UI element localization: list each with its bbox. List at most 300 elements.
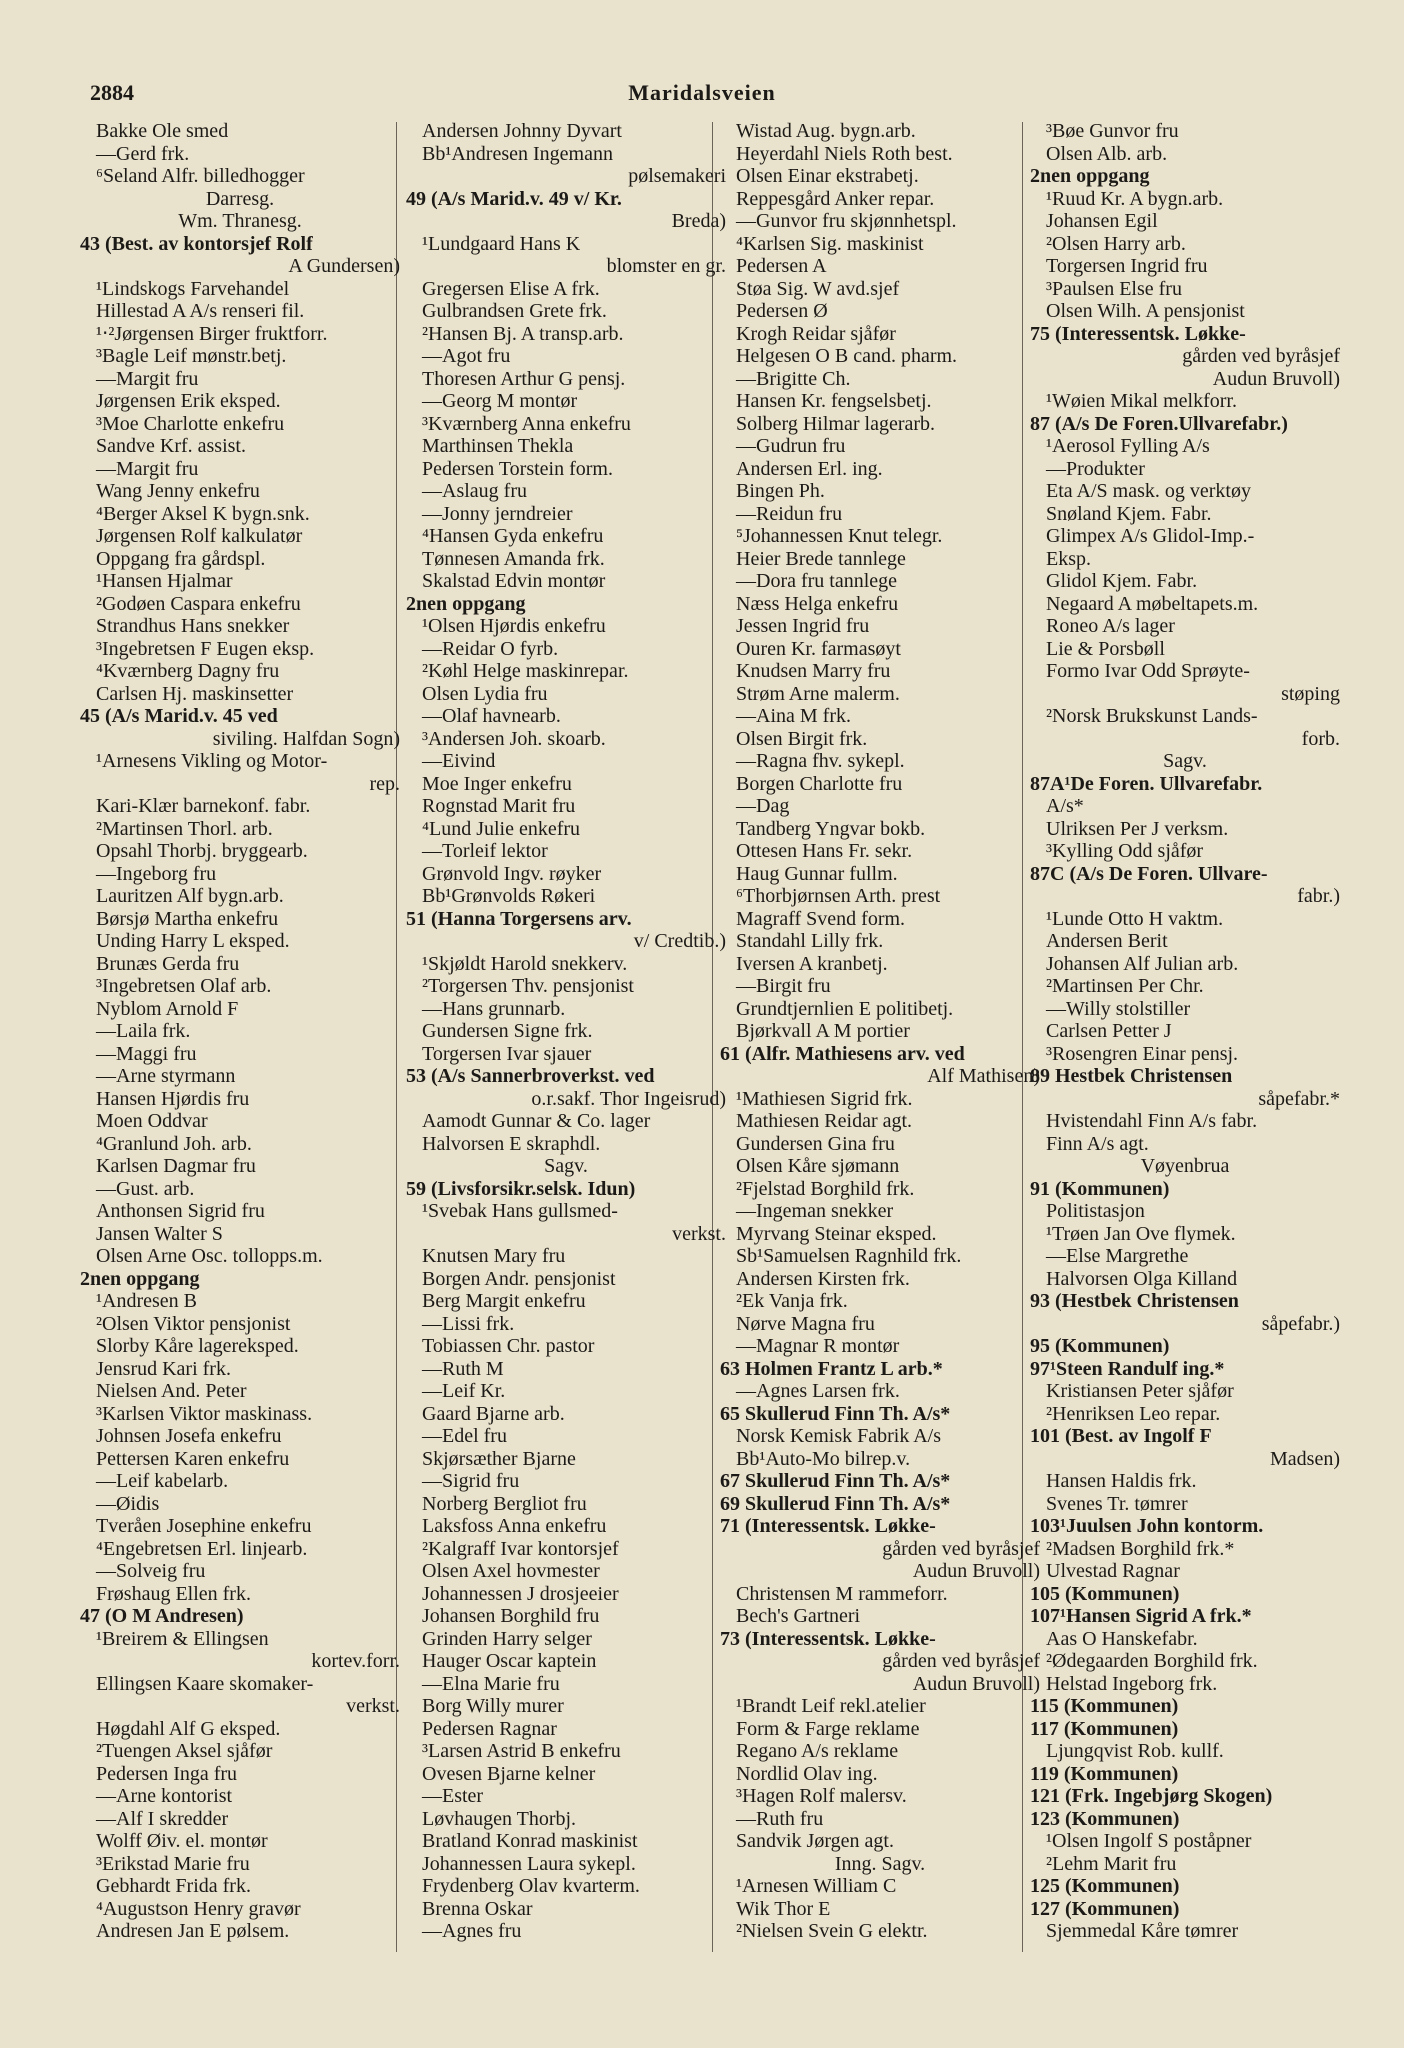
directory-entry: Helstad Ingeborg frk. — [1046, 1672, 1218, 1695]
directory-column-3 — [720, 120, 1040, 1943]
directory-entry: 75 (Interessentsk. Løkke- — [1030, 322, 1246, 345]
directory-entry: 2nen oppgang — [1030, 165, 1150, 187]
directory-entry: ³Andersen Joh. skoarb. — [422, 727, 606, 750]
directory-entry: 117 (Kommunen) — [1030, 1717, 1179, 1740]
directory-entry: Pedersen Ragnar — [422, 1717, 557, 1740]
directory-entry: Olsen Birgit frk. — [736, 727, 868, 750]
directory-entry: Sagv. — [544, 1155, 588, 1177]
directory-entry: Jensrud Kari frk. — [96, 1357, 231, 1380]
directory-entry: Pedersen Torstein form. — [422, 457, 613, 480]
directory-entry: pølsemakeri — [628, 165, 726, 187]
directory-entry: Karlsen Dagmar fru — [96, 1155, 256, 1177]
directory-entry: 61 (Alfr. Mathiesens arv. ved — [720, 1042, 965, 1065]
directory-entry: ³Rosengren Einar pensj. — [1046, 1042, 1239, 1065]
directory-entry: —Øidis — [96, 1492, 160, 1515]
directory-entry: Negaard A møbeltapets.m. — [1046, 592, 1259, 615]
directory-entry: ²Godøen Caspara enkefru — [96, 592, 301, 615]
directory-entry: ¹Andresen B — [96, 1290, 197, 1312]
directory-entry: Løvhaugen Thorbj. — [422, 1807, 577, 1830]
directory-entry: Anthonsen Sigrid fru — [96, 1200, 265, 1222]
directory-entry: ¹Breirem & Ellingsen — [96, 1627, 269, 1650]
directory-entry: Pedersen Inga fru — [96, 1762, 238, 1785]
directory-entry: Hansen Kr. fengselsbetj. — [736, 390, 932, 412]
directory-entry: Sb¹Samuelsen Ragnhild frk. — [736, 1245, 962, 1267]
directory-entry: —Dag — [736, 795, 790, 817]
directory-entry: 87C (A/s De Foren. Ullvare- — [1030, 862, 1268, 885]
directory-entry: Glimpex A/s Glidol-Imp.- — [1046, 525, 1255, 547]
directory-entry: A/s* — [1046, 795, 1084, 817]
directory-entry: 43 (Best. av kontorsjef Rolf — [80, 232, 313, 255]
directory-entry: 107¹Hansen Sigrid A frk.* — [1030, 1605, 1252, 1627]
directory-entry: —Georg M montør — [422, 390, 578, 412]
directory-entry: 119 (Kommunen) — [1030, 1762, 1179, 1785]
directory-entry: —Sigrid fru — [422, 1470, 520, 1492]
directory-entry: ³Ingebretsen Olaf arb. — [96, 975, 272, 997]
directory-entry: Inng. Sagv. — [834, 1852, 926, 1875]
directory-entry: ¹Lindskogs Farvehandel — [96, 277, 290, 300]
directory-entry: gården ved byråsjef — [882, 1537, 1040, 1560]
directory-entry: ¹Skjøldt Harold snekkerv. — [422, 952, 628, 975]
directory-entry: ⁴Karlsen Sig. maskinist — [736, 232, 924, 255]
directory-entry: Heyerdahl Niels Roth best. — [736, 142, 953, 165]
directory-entry: Bb¹Auto-Mo bilrep.v. — [736, 1447, 911, 1470]
directory-entry: Pettersen Karen enkefru — [96, 1447, 290, 1470]
directory-entry: —Alf I skredder — [96, 1807, 229, 1830]
directory-entry: såpefabr.* — [1258, 1087, 1340, 1110]
directory-entry: Støa Sig. W avd.sjef — [736, 277, 900, 300]
directory-entry: —Agnes Larsen frk. — [736, 1380, 900, 1402]
directory-entry: Sandvik Jørgen agt. — [736, 1830, 894, 1852]
directory-entry: Oppgang fra gårdspl. — [96, 547, 266, 570]
directory-entry: Olsen Einar ekstrabetj. — [736, 165, 919, 187]
directory-entry: ³Erikstad Marie fru — [96, 1852, 250, 1875]
directory-entry: Bratland Konrad maskinist — [422, 1830, 638, 1852]
directory-entry: Glidol Kjem. Fabr. — [1046, 570, 1198, 592]
directory-entry: Johnsen Josefa enkefru — [96, 1425, 282, 1447]
directory-entry: ¹Lunde Otto H vaktm. — [1046, 907, 1224, 930]
directory-entry: Jørgensen Rolf kalkulatør — [96, 525, 303, 547]
directory-entry: Andersen Berit — [1046, 930, 1168, 952]
directory-entry: —Gust. arb. — [96, 1177, 195, 1200]
directory-entry: ³Larsen Astrid B enkefru — [422, 1740, 621, 1762]
directory-entry: Lauritzen Alf bygn.arb. — [96, 885, 284, 907]
directory-entry: Borgen Andr. pensjonist — [422, 1267, 616, 1290]
directory-entry: Nordlid Olav ing. — [736, 1762, 878, 1785]
directory-entry: Frydenberg Olav kvarterm. — [422, 1875, 640, 1897]
directory-entry: Finn A/s agt. — [1046, 1132, 1149, 1155]
directory-entry: Nielsen And. Peter — [96, 1380, 247, 1402]
directory-entry: Ottesen Hans Fr. sekr. — [736, 840, 913, 862]
directory-entry: Helgesen O B cand. pharm. — [736, 345, 958, 367]
directory-entry: —Willy stolstiller — [1046, 997, 1191, 1020]
directory-entry: gården ved byråsjef — [1182, 345, 1340, 367]
directory-entry: —Gunvor fru skjønnhetspl. — [736, 210, 957, 232]
directory-entry: ²Martinsen Per Chr. — [1046, 975, 1204, 997]
directory-entry: —Arne styrmann — [96, 1065, 236, 1087]
directory-entry: Nyblom Arnold F — [96, 997, 239, 1020]
directory-entry: ²Olsen Harry arb. — [1046, 232, 1186, 255]
directory-entry: Ulvestad Ragnar — [1046, 1560, 1180, 1582]
directory-entry: Bb¹Andresen Ingemann — [422, 142, 613, 165]
directory-entry: Ellingsen Kaare skomaker- — [96, 1672, 314, 1695]
directory-entry: Formo Ivar Odd Sprøyte- — [1046, 660, 1250, 682]
directory-entry: —Ruth fru — [736, 1807, 824, 1830]
directory-entry: Kristiansen Peter sjåfør — [1046, 1380, 1234, 1402]
directory-entry: ³Moe Charlotte enkefru — [96, 412, 285, 435]
directory-entry: Vøyenbrua — [1140, 1155, 1230, 1177]
directory-entry: verkst. — [672, 1222, 726, 1245]
directory-entry: Regano A/s reklame — [736, 1740, 899, 1762]
directory-entry: —Aina M frk. — [736, 705, 851, 727]
directory-entry: 45 (A/s Marid.v. 45 ved — [80, 705, 278, 727]
directory-entry: Madsen) — [1270, 1447, 1340, 1470]
directory-entry: Jessen Ingrid fru — [736, 615, 870, 637]
directory-entry: 103¹Juulsen John kontorm. — [1030, 1515, 1264, 1537]
directory-entry: ²Tuengen Aksel sjåfør — [96, 1740, 273, 1762]
directory-entry: 105 (Kommunen) — [1030, 1582, 1180, 1605]
directory-entry: Olsen Wilh. A pensjonist — [1046, 300, 1245, 322]
directory-entry: ⁴Kværnberg Dagny fru — [96, 660, 280, 682]
directory-entry: ³Paulsen Else fru — [1046, 277, 1182, 300]
directory-entry: Snøland Kjem. Fabr. — [1046, 502, 1212, 525]
directory-entry: Wm. Thranesg. — [178, 210, 302, 232]
directory-entry: Johannessen J drosjeeier — [422, 1582, 619, 1605]
directory-entry: ²Olsen Viktor pensjonist — [96, 1312, 291, 1335]
directory-entry: Næss Helga enkefru — [736, 592, 899, 615]
directory-entry: Alf Mathisen) — [927, 1065, 1040, 1087]
directory-entry: A Gundersen) — [288, 255, 400, 277]
directory-entry: 95 (Kommunen) — [1030, 1335, 1170, 1357]
directory-entry: —Ester — [422, 1785, 484, 1807]
directory-entry: Bech's Gartneri — [736, 1605, 861, 1627]
directory-entry: ⁴Berger Aksel K bygn.snk. — [96, 502, 310, 525]
directory-entry: ¹Arnesens Vikling og Motor- — [96, 750, 328, 772]
directory-entry: Wolff Øiv. el. montør — [96, 1830, 268, 1852]
directory-entry: Frøshaug Ellen frk. — [96, 1582, 251, 1605]
directory-entry: ²Nielsen Svein G elektr. — [736, 1920, 928, 1942]
directory-entry: Roneo A/s lager — [1046, 615, 1175, 637]
directory-entry: ⁶Thorbjørnsen Arth. prest — [736, 885, 941, 907]
directory-entry: Torgersen Ivar sjauer — [422, 1042, 592, 1065]
directory-entry: 73 (Interessentsk. Løkke- — [720, 1627, 936, 1650]
directory-entry: ²Hansen Bj. A transp.arb. — [422, 322, 624, 345]
directory-entry: Halvorsen E skraphdl. — [422, 1132, 601, 1155]
directory-entry: —Agnes fru — [422, 1920, 522, 1942]
directory-entry: ¹Olsen Hjørdis enkefru — [422, 615, 606, 637]
directory-entry: Olsen Alb. arb. — [1046, 142, 1168, 165]
directory-column-4 — [1030, 120, 1340, 1943]
directory-entry: Moen Oddvar — [96, 1110, 208, 1132]
directory-entry: Unding Harry L eksped. — [96, 930, 290, 952]
directory-entry: Gulbrandsen Grete frk. — [422, 300, 607, 322]
directory-entry: Standahl Lilly frk. — [736, 930, 884, 952]
directory-entry: Tveråen Josephine enkefru — [96, 1515, 312, 1537]
directory-entry: Tandberg Yngvar bokb. — [736, 817, 926, 840]
directory-entry: Christensen M rammeforr. — [736, 1582, 948, 1605]
directory-entry: Tønnesen Amanda frk. — [422, 547, 605, 570]
directory-entry: Hauger Oscar kaptein — [422, 1650, 597, 1672]
directory-entry: siviling. Halfdan Sogn) — [212, 727, 400, 750]
directory-entry: —Maggi fru — [96, 1042, 197, 1065]
directory-entry: ¹Mathiesen Sigrid frk. — [736, 1087, 913, 1110]
directory-entry: —Jonny jerndreier — [422, 502, 573, 525]
directory-entry: Ouren Kr. farmasøyt — [736, 637, 901, 660]
directory-entry: Wik Thor E — [736, 1897, 831, 1920]
directory-entry: Reppesgård Anker repar. — [736, 187, 935, 210]
directory-entry: Solberg Hilmar lagerarb. — [736, 412, 936, 435]
directory-entry: Hillestad A A/s renseri fil. — [96, 300, 305, 322]
directory-entry: Kari-Klær barnekonf. fabr. — [96, 795, 311, 817]
directory-entry: ²Køhl Helge maskinrepar. — [422, 660, 629, 682]
directory-entry: 121 (Frk. Ingebjørg Skogen) — [1030, 1785, 1273, 1807]
directory-entry: 59 (Livsforsikr.selsk. Idun) — [406, 1177, 636, 1200]
directory-entry: ¹Trøen Jan Ove flymek. — [1046, 1222, 1236, 1245]
directory-entry: rep. — [369, 772, 400, 795]
directory-entry: Aamodt Gunnar & Co. lager — [422, 1110, 651, 1132]
directory-entry: Johansen Borghild fru — [422, 1605, 600, 1627]
directory-entry: ²Kalgraff Ivar kontorsjef — [422, 1537, 619, 1560]
directory-entry: Strøm Arne malerm. — [736, 682, 900, 705]
directory-entry: ²Madsen Borghild frk.* — [1046, 1537, 1235, 1560]
directory-entry: —Ragna fhv. sykepl. — [736, 750, 905, 772]
directory-entry: Hansen Hjørdis fru — [96, 1087, 250, 1110]
directory-column-1 — [80, 120, 400, 1943]
directory-entry: ⁴Hansen Gyda enkefru — [422, 525, 604, 547]
directory-entry: ⁴Lund Julie enkefru — [422, 817, 581, 840]
directory-entry: 87 (A/s De Foren.Ullvarefabr.) — [1030, 412, 1288, 435]
directory-entry: Johansen Egil — [1046, 210, 1158, 232]
directory-entry: Eta A/S mask. og verktøy — [1046, 480, 1251, 502]
directory-entry: 69 Skullerud Finn Th. A/s* — [720, 1492, 951, 1515]
directory-entry: Gregersen Elise A frk. — [422, 277, 600, 300]
directory-entry: Andersen Erl. ing. — [736, 457, 883, 480]
directory-entry: ²Ødegaarden Borghild frk. — [1046, 1650, 1258, 1672]
directory-entry: Opsahl Thorbj. bryggearb. — [96, 840, 308, 862]
directory-entry: o.r.sakf. Thor Ingeisrud) — [531, 1087, 726, 1110]
directory-entry: 2nen oppgang — [80, 1267, 200, 1290]
directory-entry: 2nen oppgang — [406, 592, 526, 615]
directory-entry: ¹‧²Jørgensen Birger fruktforr. — [96, 322, 328, 345]
directory-entry: ¹Arnesen William C — [736, 1875, 897, 1897]
directory-entry: Lie & Porsbøll — [1046, 637, 1165, 660]
directory-entry: ²Martinsen Thorl. arb. — [96, 817, 273, 840]
directory-entry: —Margit fru — [96, 367, 199, 390]
directory-entry: ³Hagen Rolf malersv. — [736, 1785, 907, 1807]
directory-entry: —Gudrun fru — [736, 435, 846, 457]
street-title: Maridalsveien — [628, 80, 776, 105]
directory-entry: Audun Bruvoll) — [912, 1560, 1040, 1582]
directory-entry: Johannessen Laura sykepl. — [422, 1852, 636, 1875]
directory-entry: Grinden Harry selger — [422, 1627, 592, 1650]
directory-entry: ²Torgersen Thv. pensjonist — [422, 975, 634, 997]
directory-entry: ²Norsk Brukskunst Lands- — [1046, 705, 1258, 727]
directory-entry: Marthinsen Thekla — [422, 435, 574, 457]
directory-entry: blomster en gr. — [606, 255, 726, 277]
directory-entry: Sagv. — [1163, 750, 1207, 772]
directory-entry: Jansen Walter S — [96, 1222, 223, 1245]
directory-entry: Rognstad Marit fru — [422, 795, 576, 817]
directory-entry: Bingen Ph. — [736, 480, 825, 502]
directory-entry: Skalstad Edvin montør — [422, 570, 606, 592]
directory-entry: —Brigitte Ch. — [736, 367, 851, 390]
directory-entry: Gebhardt Frida frk. — [96, 1875, 251, 1897]
directory-entry: Myrvang Steinar eksped. — [736, 1222, 937, 1245]
directory-entry: Andresen Jan E pølsem. — [96, 1920, 290, 1942]
directory-entry: ¹Aerosol Fylling A/s — [1046, 435, 1210, 457]
directory-entry: 97¹Steen Randulf ing.* — [1030, 1357, 1225, 1380]
directory-entry: Audun Bruvoll) — [1212, 367, 1340, 390]
directory-entry: Johansen Alf Julian arb. — [1046, 952, 1239, 975]
directory-entry: Pedersen Ø — [736, 300, 828, 322]
directory-entry: Olsen Kåre sjømann — [736, 1155, 900, 1177]
directory-entry: Pedersen A — [736, 255, 827, 277]
directory-entry: støping — [1281, 682, 1340, 705]
directory-entry: —Solveig fru — [96, 1560, 206, 1582]
directory-entry: ³Kylling Odd sjåfør — [1046, 840, 1204, 862]
directory-entry: ³Kværnberg Anna enkefru — [422, 412, 631, 435]
directory-entry: Nørve Magna fru — [736, 1312, 875, 1335]
directory-entry: v/ Credtib.) — [633, 930, 726, 952]
directory-entry: —Laila frk. — [96, 1020, 191, 1042]
directory-entry: Olsen Axel hovmester — [422, 1560, 600, 1582]
directory-entry: Berg Margit enkefru — [422, 1290, 586, 1312]
directory-entry: 49 (A/s Marid.v. 49 v/ Kr. — [406, 187, 622, 210]
directory-entry: Hansen Haldis frk. — [1046, 1470, 1197, 1492]
directory-entry: —Magnar R montør — [736, 1335, 900, 1357]
directory-entry: ¹Ruud Kr. A bygn.arb. — [1046, 187, 1224, 210]
directory-entry: Aas O Hanskefabr. — [1046, 1627, 1198, 1650]
directory-entry: ¹Wøien Mikal melkforr. — [1046, 390, 1237, 412]
directory-entry: ¹Hansen Hjalmar — [96, 570, 233, 592]
directory-entry: Torgersen Ingrid fru — [1046, 255, 1208, 277]
directory-entry: 115 (Kommunen) — [1030, 1695, 1179, 1717]
directory-entry: såpefabr.) — [1261, 1312, 1340, 1335]
directory-entry: Breda) — [671, 210, 726, 232]
directory-entry: Krogh Reidar sjåfør — [736, 322, 896, 345]
directory-entry: 91 (Kommunen) — [1030, 1177, 1170, 1200]
directory-entry: Thoresen Arthur G pensj. — [422, 367, 626, 390]
directory-entry: ⁴Granlund Joh. arb. — [96, 1132, 252, 1155]
directory-entry: ¹Svebak Hans gullsmed- — [422, 1200, 618, 1222]
directory-entry: ³Bagle Leif mønstr.betj. — [96, 345, 287, 367]
directory-entry: —Hans grunnarb. — [422, 997, 566, 1020]
directory-entry: Norsk Kemisk Fabrik A/s — [736, 1425, 941, 1447]
directory-entry: ²Lehm Marit fru — [1046, 1852, 1177, 1875]
directory-entry: Strandhus Hans snekker — [96, 615, 290, 637]
directory-entry: Bb¹Grønvolds Røkeri — [422, 885, 596, 907]
directory-entry: Grundtjernlien E politibetj. — [736, 997, 954, 1020]
directory-entry: Wistad Aug. bygn.arb. — [736, 120, 916, 142]
directory-entry: Heier Brede tannlege — [736, 547, 906, 570]
directory-entry: —Reidar O fyrb. — [422, 637, 559, 660]
directory-entry: Grønvold Ingv. røyker — [422, 862, 602, 885]
directory-entry: Svenes Tr. tømrer — [1046, 1492, 1188, 1515]
directory-entry: gården ved byråsjef — [882, 1650, 1040, 1672]
directory-entry: Politistasjon — [1046, 1200, 1145, 1222]
directory-entry: Wang Jenny enkefru — [96, 480, 260, 502]
directory-entry: —Birgit fru — [736, 975, 831, 997]
directory-entry: —Dora fru tannlege — [736, 570, 898, 592]
directory-entry: ²Henriksen Leo repar. — [1046, 1402, 1221, 1425]
directory-entry: 51 (Hanna Torgersens arv. — [406, 907, 632, 930]
directory-entry: Borg Willy murer — [422, 1695, 564, 1717]
directory-entry: Eksp. — [1046, 547, 1091, 570]
directory-entry: ⁶Seland Alfr. billedhogger — [96, 165, 305, 187]
directory-entry: Gundersen Signe frk. — [422, 1020, 593, 1042]
directory-entry: Norberg Bergliot fru — [422, 1492, 587, 1515]
directory-entry: 89 Hestbek Christensen — [1030, 1065, 1233, 1087]
directory-entry: Magraff Svend form. — [736, 907, 906, 930]
directory-entry: —Arne kontorist — [96, 1785, 233, 1807]
directory-entry: Bjørkvall A M portier — [736, 1020, 910, 1042]
directory-entry: —Agot fru — [422, 345, 511, 367]
directory-entry: ¹Lundgaard Hans K — [422, 232, 581, 255]
directory-entry: Hvistendahl Finn A/s fabr. — [1046, 1110, 1258, 1132]
directory-entry: Bakke Ole smed — [96, 120, 229, 142]
directory-entry: —Gerd frk. — [96, 142, 190, 165]
directory-entry: 67 Skullerud Finn Th. A/s* — [720, 1470, 951, 1492]
directory-entry: —Olaf havnearb. — [422, 705, 561, 727]
directory-entry: Olsen Lydia fru — [422, 682, 548, 705]
directory-entry: —Elna Marie fru — [422, 1672, 560, 1695]
directory-entry: ³Bøe Gunvor fru — [1046, 120, 1179, 142]
directory-entry: Gaard Bjarne arb. — [422, 1402, 565, 1425]
directory-entry: —Edel fru — [422, 1425, 507, 1447]
directory-entry: Slorby Kåre lagereksped. — [96, 1335, 299, 1357]
page-number: 2884 — [90, 80, 134, 105]
directory-entry: Audun Bruvoll) — [912, 1672, 1040, 1695]
directory-entry: —Reidun fru — [736, 502, 843, 525]
directory-entry: Carlsen Petter J — [1046, 1020, 1172, 1042]
directory-entry: fabr.) — [1297, 885, 1340, 907]
directory-entry: Brunæs Gerda fru — [96, 952, 240, 975]
directory-entry: 53 (A/s Sannerbroverkst. ved — [406, 1065, 655, 1087]
directory-entry: Mathiesen Reidar agt. — [736, 1110, 913, 1132]
directory-entry: Skjørsæther Bjarne — [422, 1447, 576, 1470]
directory-entry: Andersen Johnny Dyvart — [422, 120, 622, 142]
directory-entry: —Aslaug fru — [422, 480, 527, 502]
directory-column-2 — [406, 120, 726, 1943]
directory-entry: Carlsen Hj. maskinsetter — [96, 682, 294, 705]
directory-entry: —Torleif lektor — [422, 840, 548, 862]
directory-entry: 101 (Best. av Ingolf F — [1030, 1425, 1212, 1447]
directory-entry: forb. — [1301, 727, 1340, 750]
directory-entry: verkst. — [346, 1695, 400, 1717]
directory-entry: Knudsen Marry fru — [736, 660, 891, 682]
directory-entry: Moe Inger enkefru — [422, 772, 572, 795]
directory-entry: 63 Holmen Frantz L arb.* — [720, 1357, 943, 1380]
directory-entry: Haug Gunnar fullm. — [736, 862, 898, 885]
directory-entry: ²Fjelstad Borghild frk. — [736, 1177, 915, 1200]
directory-entry: 87A¹De Foren. Ullvarefabr. — [1030, 772, 1263, 795]
directory-entry: ⁵Johannessen Knut telegr. — [736, 525, 943, 547]
directory-entry: ⁴Engebretsen Erl. linjearb. — [96, 1537, 308, 1560]
directory-entry: —Ruth M — [422, 1357, 504, 1380]
directory-entry: ¹Brandt Leif rekl.atelier — [736, 1695, 926, 1717]
directory-entry: Høgdahl Alf G eksped. — [96, 1717, 281, 1740]
directory-entry: 47 (O M Andresen) — [80, 1605, 244, 1627]
directory-entry: ¹Olsen Ingolf S poståpner — [1046, 1830, 1252, 1852]
directory-entry: 65 Skullerud Finn Th. A/s* — [720, 1402, 951, 1425]
directory-entry: 93 (Hestbek Christensen — [1030, 1290, 1239, 1312]
directory-entry: ³Karlsen Viktor maskinass. — [96, 1402, 313, 1425]
directory-entry: Ljungqvist Rob. kullf. — [1046, 1740, 1224, 1762]
directory-entry: Gundersen Gina fru — [736, 1132, 895, 1155]
directory-entry: Ovesen Bjarne kelner — [422, 1762, 596, 1785]
directory-entry: Sjemmedal Kåre tømrer — [1046, 1920, 1239, 1942]
directory-entry: Laksfoss Anna enkefru — [422, 1515, 607, 1537]
directory-entry: Brenna Oskar — [422, 1897, 533, 1920]
